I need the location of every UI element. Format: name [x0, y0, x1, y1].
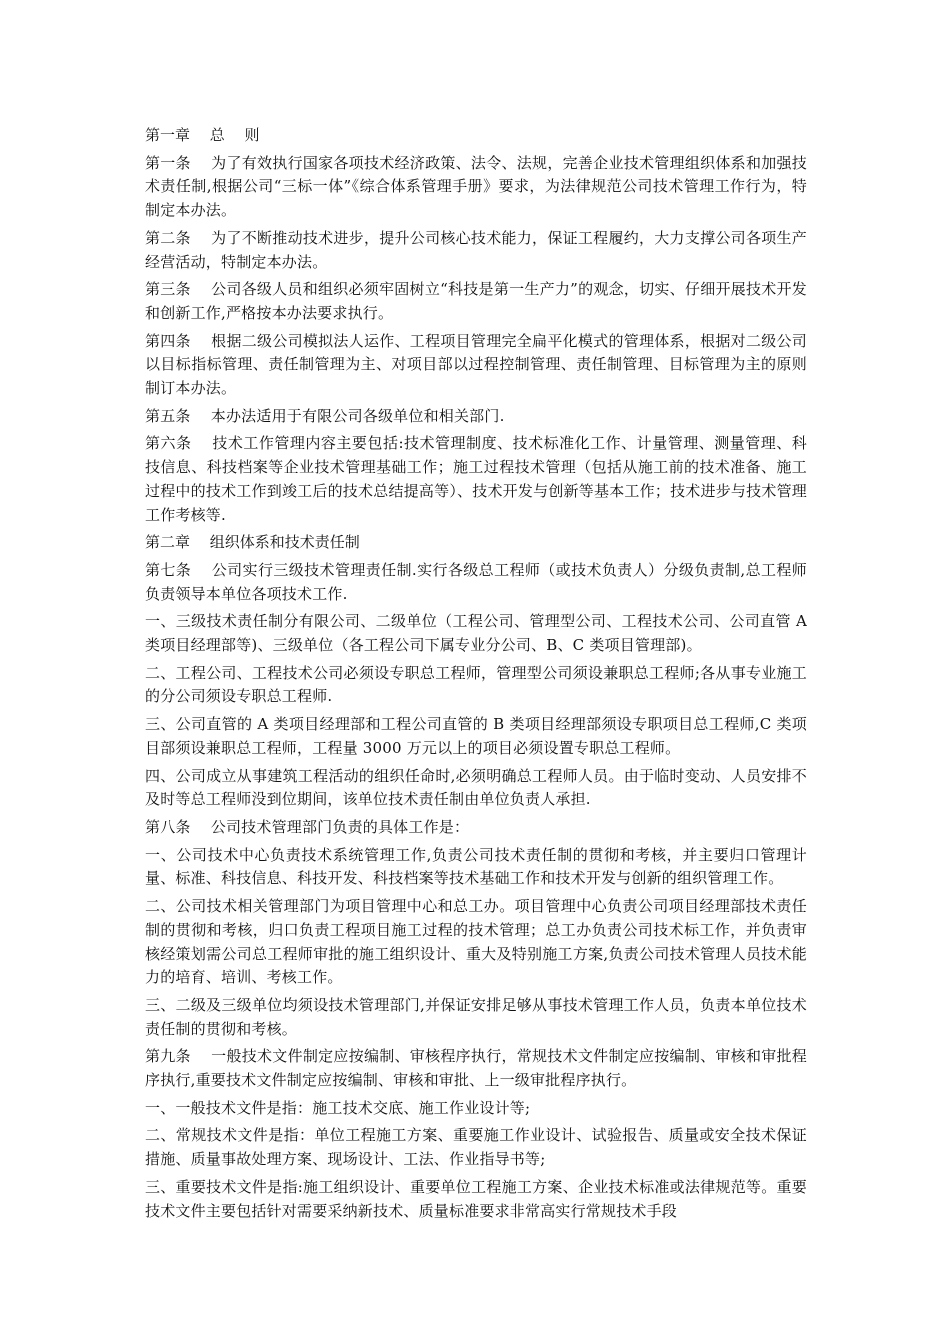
article-4: 第四条 根据二级公司模拟法人运作、工程项目管理完全扁平化模式的管理体系，根据对二级公司以目标指标管理、责任制管理为主、对项目部以过程控制管理、责任制管理、目标管理为主的原则制订本办法。: [145, 331, 807, 398]
article-7-item-3: 三、公司直管的 A 类项目经理部和工程公司直管的 B 类项目经理部须设专职项目总工程师,C 类项目部须设兼职总工程师，工程量 3000 万元以上的项目必须设置专职总工程师。: [145, 715, 807, 757]
article-3: 第三条 公司各级人员和组织必须牢固树立“科技是第一生产力”的观念，切实、仔细开展技术开发和创新工作,严格按本办法要求执行。: [145, 280, 807, 322]
article-7-item-4: 四、公司成立从事建筑工程活动的组织任命时,必须明确总工程师人员。由于临时变动、人员安排不及时等总工程师没到位期间，该单位技术责任制由单位负责人承担.: [145, 766, 807, 809]
article-9-item-3: 三、重要技术文件是指:施工组织设计、重要单位工程施工方案、企业技术标准或法律规范等。重要技术文件主要包括针对需要采纳新技术、质量标准要求非常高实行常规技术手段: [145, 1177, 807, 1220]
article-7-item-1: 一、三级技术责任制分有限公司、二级单位（工程公司、管理型公司、工程技术公司、公司直管 A 类项目经理部等)、三级单位（各工程公司下属专业分公司、B、C 类项目管理部)。: [145, 612, 807, 655]
article-6: 第六条 技术工作管理内容主要包括:技术管理制度、技术标准化工作、计量管理、测量管理、科技信息、科技档案等企业技术管理基础工作；施工过程技术管理（包括从施工前的技术准备、施工过程中的技术工作到竣工后的技术总结提高等）、技术开发与创新等基本工作；技术进步与技术管理工作考核等.: [145, 434, 807, 524]
article-5: 第五条 本办法适用于有限公司各级单位和相关部门.: [145, 406, 505, 425]
article-8-item-2: 二、公司技术相关管理部门为项目管理中心和总工办。项目管理中心负责公司项目经理部技术责任制的贯彻和考核，归口负责工程项目施工过程的技术管理；总工办负责公司技术标工作，并负责审核经策划需公司总工程师审批的施工组织设计、重大及特别施工方案,负责公司技术管理人员技术能力的培育、培训、考核工作。: [145, 897, 807, 987]
article-2: 第二条 为了不断推动技术进步，提升公司核心技术能力，保证工程履约，大力支撑公司各项生产经营活动，特制定本办法。: [145, 228, 807, 271]
article-9: 第九条 一般技术文件制定应按编制、审核程序执行，常规技术文件制定应按编制、审核和审批程序执行,重要技术文件制定应按编制、审核和审批、上一级审批程序执行。: [145, 1047, 807, 1090]
article-8-item-1: 一、公司技术中心负责技术系统管理工作,负责公司技术责任制的贯彻和考核，并主要归口管理计量、标准、科技信息、科技开发、科技档案等技术基础工作和技术开发与创新的组织管理工作。: [145, 845, 807, 888]
article-9-item-1: 一、一般技术文件是指：施工技术交底、施工作业设计等;: [145, 1098, 531, 1117]
article-8-item-3: 三、二级及三级单位均须设技术管理部门,并保证安排足够从事技术管理工作人员，负责本单位技术责任制的贯彻和考核。: [145, 995, 807, 1038]
document-body: [145, 124, 807, 1227]
article-7: 第七条 公司实行三级技术管理责任制.实行各级总工程师（或技术负责人）分级负责制,总工程师负责领导本单位各项技术工作.: [145, 560, 807, 603]
article-7-item-2: 二、工程公司、工程技术公司必须设专职总工程师，管理型公司须设兼职总工程师;各从事专业施工的分公司须设专职总工程师.: [145, 663, 807, 706]
chapter-2-heading: 第二章 组织体系和技术责任制: [145, 533, 360, 552]
article-8: 第八条 公司技术管理部门负责的具体工作是：: [145, 817, 470, 836]
article-1: 第一条 为了有效执行国家各项技术经济政策、法令、法规，完善企业技术管理组织体系和加强技术责任制,根据公司“三标一体”《综合体系管理手册》要求，为法律规范公司技术管理工作行为，特制定本办法。: [145, 153, 807, 220]
chapter-1-heading: 第一章 总 则: [145, 126, 260, 144]
article-9-item-2: 二、常规技术文件是指：单位工程施工方案、重要施工作业设计、试验报告、质量或安全技术保证措施、质量事故处理方案、现场设计、工法、作业指导书等;: [145, 1126, 807, 1169]
